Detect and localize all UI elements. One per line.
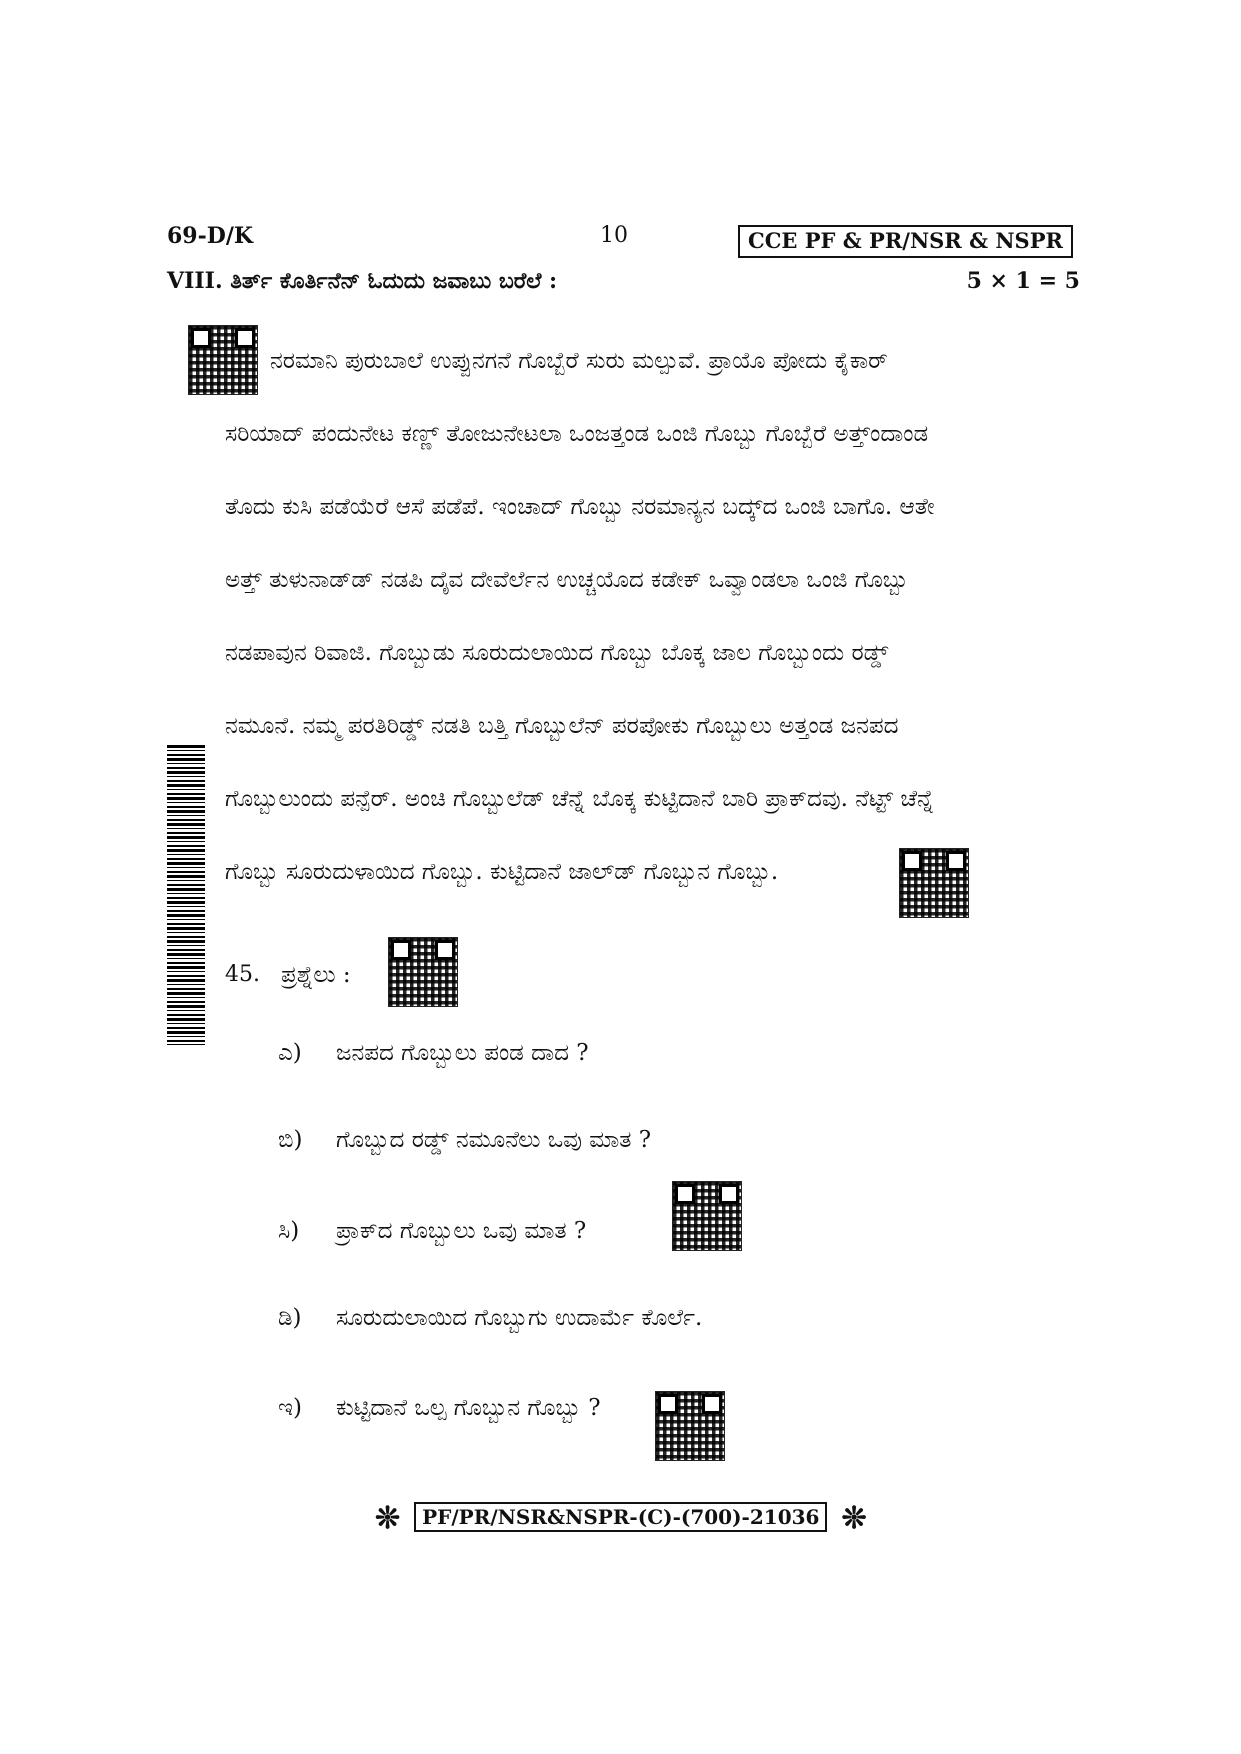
- option-text: ಗೊಬ್ಬುದ ರಡ್ಡ್ ನಮೂನೆಲು ಒವು ಮಾತ ?: [336, 1127, 652, 1153]
- paper-code: 69-D/K: [167, 223, 253, 249]
- qr-code-icon: [188, 325, 258, 395]
- option-letter: ಬಿ): [278, 1127, 303, 1153]
- passage-line: ಸರಿಯಾದ್ ಪಂದುನೇಟ ಕಣ್ಣ್ ತೋಜುನೇಟಲಾ ಒಂಜತ್ತಂಡ ಒಂಜಿ ಗೊಬ್ಬು ಗೊಬ್ಬೆರೆ ಅತ್ತ್‌ಂದಾಂಡ: [225, 421, 929, 447]
- qr-code-icon: [388, 937, 458, 1007]
- section-marks: 5 × 1 = 5: [966, 268, 1080, 294]
- ornament-icon: ❊: [841, 1501, 867, 1536]
- qr-code-icon: [655, 1391, 725, 1461]
- option-text: ಪ್ರಾಕ್‌ದ ಗೊಬ್ಬುಲು ಒವು ಮಾತ ?: [336, 1218, 587, 1244]
- barcode-icon: [167, 745, 205, 1045]
- qr-code-icon: [899, 848, 969, 918]
- qr-code-icon: [672, 1181, 742, 1251]
- passage-line: ನರಮಾನಿ ಪುರುಬಾಲೆ ಉಪ್ಪುನಗನೆ ಗೊಬ್ಬೆರೆ ಸುರು ಮಲ್ಪುವೆ. ಪ್ರಾಯೊ ಪೋದು ಕೈಕಾರ್: [270, 348, 888, 374]
- question-option: [278, 1395, 601, 1421]
- passage-line: ತೊದು ಕುಸಿ ಪಡೆಯೆರೆ ಆಸೆ ಪಡೆಪೆ. ಇಂಚಾದ್ ಗೊಬ್ಬು ನರಮಾನ್ಯನ ಬದ್ಕ್‌ದ ಒಂಜಿ ಬಾಗೊ. ಆತೇ: [225, 494, 935, 520]
- question-option: [278, 1305, 702, 1331]
- option-letter: ಡಿ): [278, 1305, 302, 1331]
- question-number: 45.: [225, 962, 260, 987]
- option-letter: ಎ): [278, 1040, 302, 1066]
- option-text: ಸೂರುದುಲಾಯಿದ ಗೊಬ್ಬುಗು ಉದಾರ್ಮೆ ಕೊರ್ಲೆ.: [336, 1305, 703, 1331]
- question-option: [278, 1040, 589, 1066]
- section-title: VIII. ತಿರ್ತ್ ಕೊರ್ತಿನೆನ್ ಓದುದು ಜವಾಬು ಬರೆಲೆ :: [167, 268, 558, 294]
- option-letter: ಸಿ): [278, 1218, 300, 1244]
- question-label: ಪ್ರಶ್ನೆಲು :: [281, 962, 351, 988]
- page-number: 10: [600, 223, 628, 248]
- option-text: ಕುಟ್ಟಿದಾನೆ ಒಲ್ಪ ಗೊಬ್ಬುನ ಗೊಬ್ಬು ?: [336, 1395, 601, 1421]
- footer: [375, 1501, 867, 1536]
- ornament-icon: ❊: [375, 1501, 401, 1536]
- passage-line: ನಮೂನೆ. ನಮ್ಮ ಪರತಿರಿಡ್ಡ್ ನಡತಿ ಬತ್ತಿ ಗೊಬ್ಬುಲೆನ್ ಪರಪೋಕು ಗೊಬ್ಬುಲು ಅತ್ತಂಡ ಜನಪದ: [225, 713, 899, 739]
- option-letter: ಇ): [278, 1395, 302, 1421]
- question-option: [278, 1218, 586, 1244]
- passage-line: ಗೊಬ್ಬುಲುಂದು ಪನ್ಪೆರ್. ಅಂಚಿ ಗೊಬ್ಬುಲೆಡ್ ಚೆನ್ನೆ ಬೊಕ್ಕ ಕುಟ್ಟಿದಾನೆ ಬಾರಿ ಪ್ರಾಕ್‌ದವು. ನೆಟ್ಟ್ ಚೆನ್ನೆ: [225, 786, 934, 812]
- option-text: ಜನಪದ ಗೊಬ್ಬುಲು ಪಂಡ ದಾದ ?: [336, 1040, 589, 1066]
- footer-code: PF/PR/NSR&NSPR-(C)-(700)-21036: [414, 1502, 827, 1532]
- passage-line: ನಡಪಾವುನ ರಿವಾಜಿ. ಗೊಬ್ಬುಡು ಸೂರುದುಲಾಯಿದ ಗೊಬ್ಬು ಬೊಕ್ಕ ಜಾಲ ಗೊಬ್ಬುಂದು ರಡ್ಡ್: [225, 640, 889, 666]
- passage-line: ಗೊಬ್ಬು ಸೂರುದುಳಾಯಿದ ಗೊಬ್ಬು. ಕುಟ್ಟಿದಾನೆ ಜಾಲ್‌ಡ್ ಗೊಬ್ಬುನ ಗೊಬ್ಬು.: [225, 859, 779, 885]
- passage-line: ಅತ್ತ್ ತುಳುನಾಡ್‌ಡ್ ನಡಪಿ ದೈವ ದೇವೆರ್ಲೆನ ಉಚ್ಚಯೊದ ಕಡೇಕ್ ಒವ್ವಾಂಡಲಾ ಒಂಜಿ ಗೊಬ್ಬು: [225, 567, 909, 593]
- question-option: [278, 1127, 651, 1153]
- exam-code-box: CCE PF & PR/NSR & NSPR: [738, 225, 1073, 258]
